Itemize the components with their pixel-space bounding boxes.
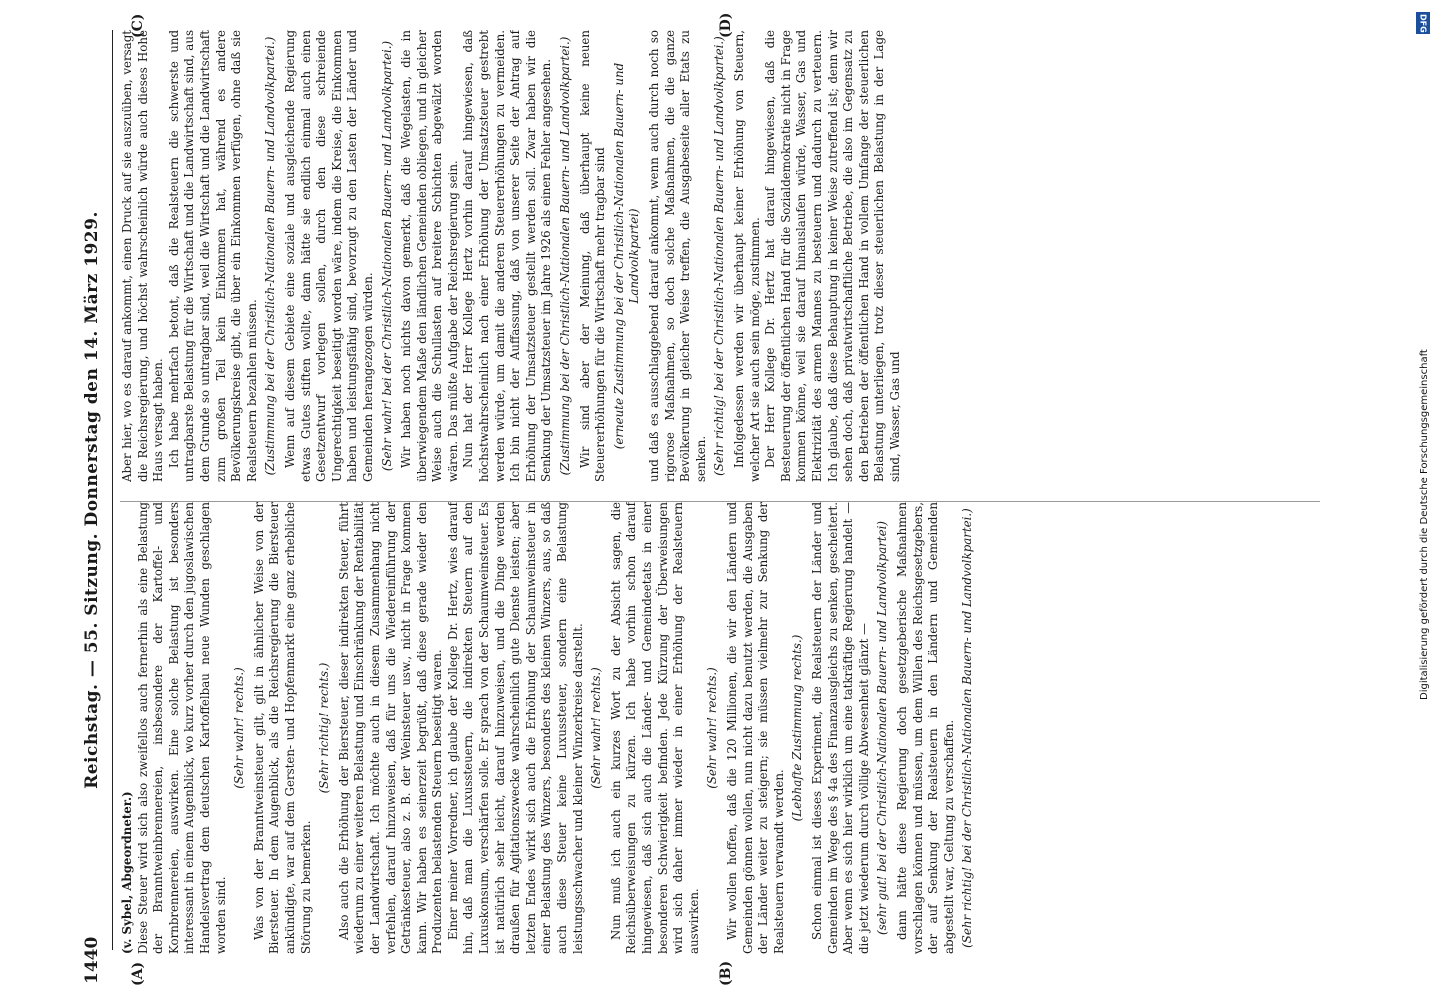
paragraph: Ich habe mehrfach betont, daß die Realsteuern die schwerste und untragbarste Belastung für die Wirtschaft und die Landwirtschaft sind, aus dem Grunde so untragbar sind, weil die Wirtschaft und die Landwirtschaft zum großen Teil kein Einkommen hat, während es andere Bevölkerungskreise gibt, die über ein Einkommen verfügen, ohne daß sie Realsteuern bezahlen müssen.: [166, 30, 259, 482]
paragraph: Einer meiner Vorredner, ich glaube der Kollege Dr. Hertz, wies darauf hin, daß man die Luxussteuern, die indirekten Steuern auf den Luxuskonsum, verschärfen solle. Er sprach von der Schaumweinsteuer. Es ist natürlich sehr leicht, darauf hinzuweisen, und die Dinge werden draußen für Agitationszwecke wahrscheinlich gute Dienste leisten; aber letzten Endes wirkt sich auch die Erhöhung der Schaumweinsteuer in einer Belastung des Winzers, besonders des kleinen Winzers, aus, so daß auch diese Steuer keine Luxussteuer, sondern eine Belastung leistungsschwacher und kleiner Winzerkreise darstellt.: [445, 502, 585, 954]
interjection: (Sehr richtig! bei der Christlich-Nationalen Bauern- und Landvolkpartei.): [960, 508, 975, 948]
paragraph: Nun muß ich auch ein kurzes Wort zu der Absicht sagen, die Reichsüberweisungen zu kürzen. Ich habe vorhin schon darauf hingewiesen, daß sich auch die Länder- und Gemeindeetats in einer besonderen Schwierigkeit befinden. Jede Kürzung der Überweisungen wird sich daher immer wieder in einer Erhöhung der Realsteuern auswirken.: [608, 502, 701, 954]
interjection: (Zustimmung bei der Christlich-Nationalen Bauern- und Landvolkpartei.): [263, 36, 278, 476]
paragraph: Wir haben noch nichts davon gemerkt, daß die Wegelasten, die in überwiegendem Maße den ländlichen Gemeinden obliegen, und in gleicher Weise auch die Schullasten auf breitere Schichten abgewälzt worden wären. Das müßte Aufgabe der Reichsregierung sein.: [399, 30, 460, 482]
paragraph: Also auch die Erhöhung der Biersteuer, dieser indirekten Steuer, führt wiederum zu einer weiteren Belastung und Einschränkung der Rentabilität der Landwirtschaft. Ich möchte auch in diesem Zusammenhang nicht verfehlen, darauf hinzuweisen, daß für uns die Wiedereinführung der Getränkesteuer, also z. B. der Weinsteuer usw., nicht in Frage kommen kann. Wir haben es seinerzeit begrüßt, daß diese gerade wieder den Produzenten belastenden Steuern beseitigt waren.: [336, 502, 445, 954]
interjection: (Zustimmung bei der Christlich-Nationalen Bauern- und Landvolkpartei.): [558, 36, 573, 476]
column-separator: [120, 501, 1320, 502]
margin-marker-b: (B): [718, 960, 734, 986]
paragraph: und daß es ausschlaggebend darauf ankommt, wenn auch durch noch so rigorose Maßnahmen, so doch solche Maßnahmen, die die ganze Bevölkerung in gleicher Weise treffen, die Ausgabeseite aller Etats zu senken.: [647, 30, 708, 482]
paragraph: Wenn auf diesem Gebiete eine soziale und ausgleichende Regierung etwas Gutes stiften wollte, dann hätte sie endlich einmal auch einen Gesetzentwurf vorlegen sollen, durch den diese schreiende Ungerechtigkeit beseitigt worden wäre, indem die Kreise, die Einkommen haben und leistungsfähig sind, bevorzugt zu den Lasten der Länder und Gemeinden herangezogen würden.: [282, 30, 375, 482]
interjection: (Sehr wahr! bei der Christlich-Nationalen Bauern- und Landvolkpartei.): [379, 40, 394, 472]
paragraph: Aber hier, wo es darauf ankommt, einen Druck auf sie auszuüben, versagt die Reichsregierung, und höchst wahrscheinlich würde auch dieses Hohe Haus versagt haben.: [120, 30, 166, 482]
paragraph: Infolgedessen werden wir überhaupt keiner Erhöhung von Steuern, welcher Art sie auch sein möge, zustimmen.: [731, 30, 762, 482]
header-rule: [112, 30, 113, 950]
interjection: (erneute Zustimmung bei der Christlich-Nationalen Bauern- und Landvolkpartei): [611, 62, 642, 450]
interjection: (Lebhafte Zustimmung rechts.): [790, 634, 805, 822]
credit-text: Digitalisierung gefördert durch die Deutsche Forschungsgemeinschaft: [1419, 349, 1430, 700]
page-header: [78, 10, 108, 990]
paragraph: Schon einmal ist dieses Experiment, die Realsteuern der Länder und Gemeinden im Wege des § 4a des Finanzausgleichs zu senken, gescheitert. Aber wenn es sich hier wirklich um eine tatkräftige Regierung handelt — die jetzt wiederum durch völlige Abwesenheit glänzt —: [809, 502, 871, 954]
page-number: 1440: [82, 936, 102, 984]
paragraph: Nun hat der Herr Kollege Hertz vorhin darauf hingewiesen, daß höchstwahrscheinlich nach einer Erhöhung der Umsatzsteuer gestrebt werden würde, um damit die anderen Steuererhöhungen zu vermeiden. Ich bin nicht der Auffassung, daß von unserer Seite der Antrag auf Erhöhung der Umsatzsteuer gestellt werden soll. Zwar haben wir die Senkung der Umsatzsteuer im Jahre 1926 als einen Fehler angesehen.: [461, 30, 554, 482]
digitization-credit: [1412, 12, 1432, 702]
speaker-line: (v. Sybel, Abgeordneter.): [120, 791, 134, 954]
paragraph: dann hätte diese Regierung doch gesetzgeberische Maßnahmen vorschlagen können und müssen, um dem Willen des Reichsgesetzgebers, der auf Senkung der Realsteuern in den Ländern und Gemeinden abgestellt war, Geltung zu verschaffen.: [894, 502, 956, 954]
left-column: [120, 502, 1350, 954]
interjection: (Sehr richtig! rechts.): [317, 662, 332, 794]
paragraph: Der Herr Kollege Dr. Hertz hat darauf hingewiesen, daß die Besteuerung der öffentlichen Hand für die Sozialdemokratie nicht in Frage kommen könne, weil sie darauf hinauslaufen würde, Wasser, Gas und Elektrizität des armen Mannes zu besteuern und dadurch zu verteuern. Ich glaube, daß diese Behauptung in keiner Weise zutreffend ist; denn wir sehen doch, daß privatwirtschaftliche Betriebe, die also im Gegensatz zu den Betrieben der öffentlichen Hand in vollem Umfange der steuerlichen Belastung unterliegen, trotz dieser steuerlichen Belastung in der Lage sind, Wasser, Gas und: [763, 30, 902, 482]
margin-marker-a: (A): [130, 961, 146, 986]
interjection: (Sehr wahr! rechts.): [705, 667, 720, 789]
margin-marker-d: (D): [718, 12, 734, 38]
interjection: (Sehr wahr! rechts.): [232, 667, 247, 789]
right-column: [120, 30, 1350, 482]
paragraph: Diese Steuer wird sich also zweifellos auch fernerhin als eine Belastung der Branntweinbrennereien, insbesondere der Kartoffel- und Kornbrennereien, auswirken. Eine solche Belastung ist besonders interessant in einem Augenblick, wo kurz vorher durch den jugoslawischen Handelsvertrag dem deutschen Kartoffelbau neue Wunden geschlagen worden sind.: [135, 502, 228, 954]
paragraph: Wir sind aber der Meinung, daß überhaupt keine neuen Steuererhöhungen für die Wirtschaft mehr tragbar sind: [577, 30, 608, 482]
interjection: (Sehr richtig! bei der Christlich-Nationalen Bauern- und Landvolkpartei.): [712, 36, 727, 476]
dfg-logo: DFG: [1416, 12, 1430, 34]
paragraph: Was von der Branntweinsteuer gilt, gilt in ähnlicher Weise von der Biersteuer. In dem Augenblick, als die Reichsregierung die Biersteuer ankündigte, war auf dem Gersten- und Hopfenmarkt eine ganz erhebliche Störung zu bemerken.: [251, 502, 313, 954]
paragraph: Wir wollen hoffen, daß die 120 Millionen, die wir den Ländern und Gemeinden gönnen wollen, nun nicht dazu benutzt werden, die Ausgaben der Länder weiter zu steigern; sie müssen vielmehr zur Senkung der Realsteuern verwandt werden.: [724, 502, 786, 954]
interjection: (sehr gut! bei der Christlich-Nationalen Bauern- und Landvolkpartei): [875, 520, 890, 936]
interjection: (Sehr wahr! rechts.): [589, 667, 604, 789]
document-page: [78, 10, 1368, 990]
page-title: Reichstag. — 55. Sitzung. Donnerstag den 14. März 1929.: [82, 211, 102, 789]
margin-marker-c: (C): [130, 13, 146, 38]
